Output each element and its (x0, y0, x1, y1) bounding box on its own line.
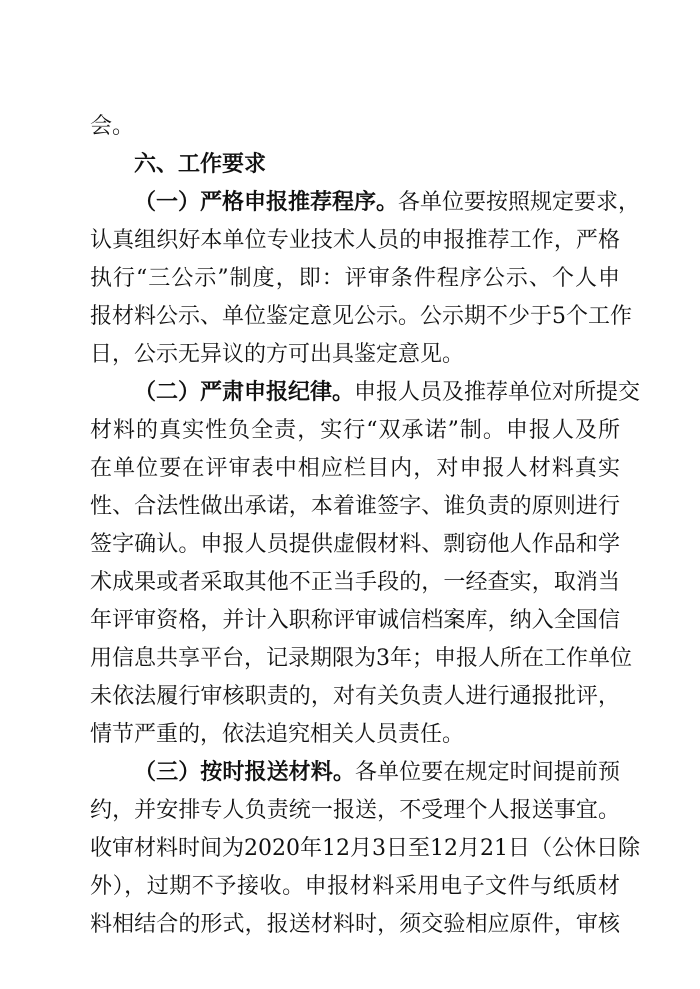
item2-text: 申报人员及推荐单位对所提交 (354, 380, 641, 405)
paragraph-fragment: 会。 (90, 114, 135, 139)
text-line: 签字确认。申报人员提供虚假材料、剽窃他人作品和学 (90, 532, 620, 557)
text-line: 收审材料时间为2020年12月3日至12月21日（公休日除 (90, 836, 640, 861)
text-line: 约，并安排专人负责统一报送，不受理个人报送事宜。 (90, 798, 620, 823)
text-line: 外），过期不予接收。申报材料采用电子文件与纸质材 (90, 874, 620, 899)
text-line: 认真组织好本单位专业技术人员的申报推荐工作，严格 (90, 228, 620, 253)
text-line: 术成果或者采取其他不正当手段的，一经查实，取消当 (90, 570, 620, 595)
text-line: 材料的真实性负全责，实行“双承诺”制。申报人及所 (90, 418, 620, 443)
item1-title: （一）严格申报推荐程序。 (134, 190, 399, 215)
item3-title: （三）按时报送材料。 (134, 760, 355, 785)
text-line: 报材料公示、单位鉴定意见公示。公示期不少于5个工作 (90, 304, 632, 329)
text-line: 性、合法性做出承诺，本着谁签字、谁负责的原则进行 (90, 494, 620, 519)
section-heading: 六、工作要求 (134, 152, 267, 177)
item1-text: 各单位要按照规定要求， (398, 190, 641, 215)
text-line: 用信息共享平台，记录期限为3年；申报人所在工作单位 (90, 646, 632, 671)
item2-first-line (134, 378, 641, 408)
text-line: 料相结合的形式，报送材料时，须交验相应原件，审核 (90, 912, 620, 937)
item3-text: 各单位要在规定时间提前预 (354, 760, 620, 785)
text-line: 情节严重的，依法追究相关人员责任。 (90, 722, 465, 747)
item1-first-line (134, 188, 641, 218)
text-line: 年评审资格，并计入职称评审诚信档案库，纳入全国信 (90, 608, 620, 633)
text-line: 日，公示无异议的方可出具鉴定意见。 (90, 342, 465, 367)
text-line: 在单位要在评审表中相应栏目内，对申报人材料真实 (90, 456, 620, 481)
item2-title: （二）严肃申报纪律。 (134, 380, 355, 405)
text-line: 未依法履行审核职责的，对有关负责人进行通报批评， (90, 684, 620, 709)
text-line: 执行“三公示”制度，即：评审条件程序公示、个人申 (90, 266, 620, 291)
item3-first-line (134, 758, 620, 788)
